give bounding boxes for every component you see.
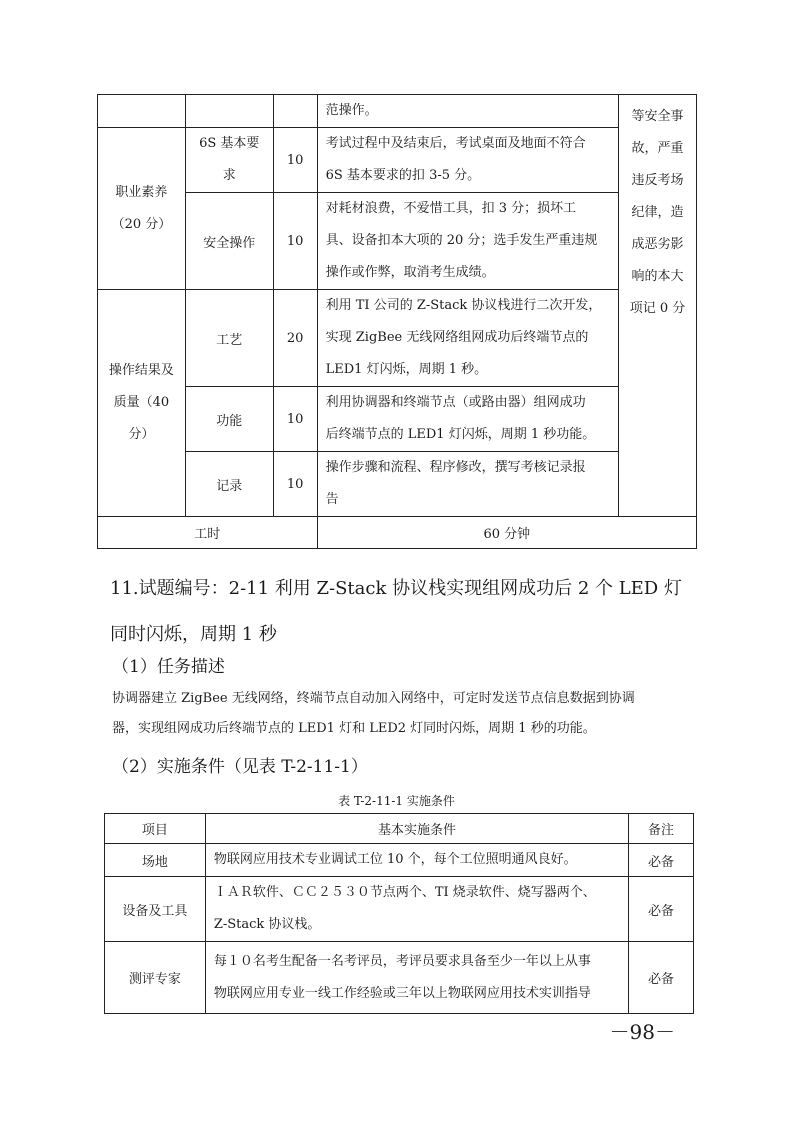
table-row — [98, 290, 697, 387]
content-line: 利用 TI 公司的 Z-Stack 协议栈进行二次开发， — [325, 298, 602, 313]
group-name-cell — [98, 290, 186, 517]
section-heading: （2）实施条件（见表 T-2-11-1） — [112, 757, 368, 777]
column-header: 备注 — [629, 814, 694, 844]
table-row — [98, 95, 697, 128]
group-name-line: 分） — [128, 427, 155, 442]
content-line: 操作步骤和流程、程序修改，撰写考核记录报 — [325, 460, 586, 475]
note-cell: 必备 — [629, 844, 694, 877]
content-line: LED1 灯闪烁，周期 1 秒。 — [325, 362, 488, 377]
content-cell — [205, 942, 628, 1014]
question-title — [110, 566, 690, 658]
content-line: 对耗材浪费，不爱惜工具，扣 3 分；损坏工 — [325, 201, 577, 216]
conditions-table — [104, 813, 694, 1014]
note-line: 等安全事 — [631, 109, 684, 124]
content-line: 告 — [325, 492, 339, 507]
item-name-cell — [185, 128, 273, 193]
content-cell — [317, 193, 618, 290]
table-row — [98, 517, 697, 549]
worktime-label: 工时 — [98, 517, 318, 549]
content-line: 利用协调器和终端节点（或路由器）组网成功 — [325, 395, 586, 410]
content-line: 考试过程中及结束后，考试桌面及地面不符合 — [325, 136, 586, 151]
group-name-line: 操作结果及 — [108, 363, 174, 378]
note-line: 故，严重 — [631, 141, 684, 156]
question-title-line: 11.试题编号：2-11 利用 Z-Stack 协议栈实现组网成功后 2 个 LED 灯 — [110, 578, 682, 599]
item-cell: 设备及工具 — [105, 877, 206, 942]
score-cell: 10 — [273, 387, 317, 452]
item-name-cell: 安全操作 — [185, 193, 273, 290]
section-heading: （1）任务描述 — [112, 657, 225, 677]
content-line: 实现 ZigBee 无线网络组网成功后终端节点的 — [325, 330, 589, 345]
table-cell — [98, 95, 186, 128]
item-name-line: 6S 基本要 — [199, 136, 260, 151]
content-line: 具、设备扣本大项的 20 分；选手发生严重违规 — [325, 233, 598, 248]
score-table — [97, 94, 697, 549]
item-name-cell: 工艺 — [185, 290, 273, 387]
note-cell: 必备 — [629, 942, 694, 1014]
content-line: 后终端节点的 LED1 灯闪烁，周期 1 秒功能。 — [325, 427, 596, 442]
content-cell — [317, 128, 618, 193]
task-description — [112, 684, 702, 744]
table-row — [98, 128, 697, 193]
table-cell: 范操作。 — [317, 95, 618, 128]
note-line: 违反考场 — [631, 173, 684, 188]
table-row — [105, 942, 694, 1014]
question-title-line: 同时闪烁，周期 1 秒 — [110, 624, 277, 645]
table-row — [98, 387, 697, 452]
score-cell: 20 — [273, 290, 317, 387]
score-cell: 10 — [273, 452, 317, 517]
content-line: Z-Stack 协议栈。 — [213, 917, 321, 932]
group-name-cell — [98, 128, 186, 290]
item-cell: 场地 — [105, 844, 206, 877]
table-cell — [273, 95, 317, 128]
table-row — [105, 844, 694, 877]
column-header: 项目 — [105, 814, 206, 844]
score-cell: 10 — [273, 128, 317, 193]
group-name-line: （20 分） — [111, 216, 172, 232]
content-line: 每１０名考生配备一名考评员，考评员要求具备至少一年以上从事 — [213, 953, 591, 969]
table-caption: 表 T-2-11-1 实施条件 — [338, 794, 455, 808]
item-name-cell: 功能 — [185, 387, 273, 452]
note-cell: 必备 — [629, 877, 694, 942]
note-line: 项记 0 分 — [629, 301, 686, 316]
column-header: 基本实施条件 — [205, 814, 628, 844]
description-line: 协调器建立 ZigBee 无线网络，终端节点自动加入网络中，可定时发送节点信息数据到协调 — [112, 691, 635, 706]
content-line: 操作或作弊，取消考生成绩。 — [325, 265, 495, 280]
table-row — [98, 193, 697, 290]
content-cell — [317, 452, 618, 517]
note-cell — [619, 95, 697, 517]
content-line: 物联网应用专业一线工作经验或三年以上物联网应用技术实训指导 — [213, 985, 591, 1001]
item-cell: 测评专家 — [105, 942, 206, 1014]
worktime-value: 60 分钟 — [317, 517, 696, 549]
item-name-line: 求 — [222, 168, 236, 183]
content-line: ＩＡＲ软件、ＣＣ２５３０节点两个、TI 烧录软件、烧写器两个、 — [213, 885, 596, 900]
page-number: －98－ — [609, 1020, 675, 1044]
content-line: 6S 基本要求的扣 3-5 分。 — [325, 168, 481, 183]
table-row — [98, 452, 697, 517]
table-row — [105, 877, 694, 942]
content-cell — [205, 877, 628, 942]
table-header-row — [105, 814, 694, 844]
item-name-cell: 记录 — [185, 452, 273, 517]
group-name-line: 质量（40 — [113, 395, 170, 410]
note-line: 响的本大 — [631, 269, 684, 284]
description-line: 器，实现组网成功后终端节点的 LED1 灯和 LED2 灯同时闪烁，周期 1 秒的功能。 — [112, 721, 596, 736]
content-cell: 物联网应用技术专业调试工位 10 个，每个工位照明通风良好。 — [205, 844, 628, 877]
note-line: 成恶劣影 — [631, 237, 684, 252]
content-cell — [317, 290, 618, 387]
group-name-line: 职业素养 — [115, 184, 168, 200]
note-line: 纪律，造 — [631, 205, 684, 220]
content-cell — [317, 387, 618, 452]
score-cell: 10 — [273, 193, 317, 290]
table-cell — [185, 95, 273, 128]
